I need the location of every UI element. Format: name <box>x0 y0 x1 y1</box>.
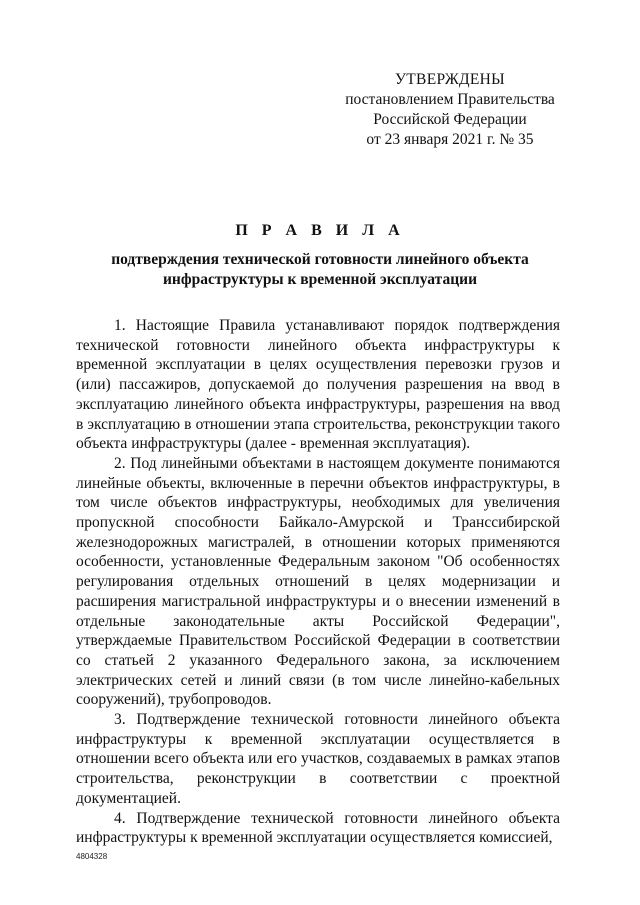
subtitle-line-1: подтверждения технической готовности линейного объекта <box>111 251 529 268</box>
document-title: П Р А В И Л А <box>235 222 405 239</box>
paragraph-1: 1. Настоящие Правила устанавливают порядок подтверждения технической готовности линейного объекта инфраструктуры к временной эксплуатации в целях осуществления перевозки грузов и (или) пассажиров, допускаемой до получения разрешения на ввод в эксплуатацию линейного объекта инфраструктуры, разрешения на ввод в эксплуатацию в отношении этапа строительства, реконструкции такого объекта инфраструктуры (далее - временная эксплуатация). <box>76 317 560 453</box>
document-subtitle <box>90 250 550 290</box>
approval-heading: УТВЕРЖДЕНЫ <box>395 71 505 88</box>
approval-stamp <box>300 70 600 150</box>
paragraph-3: 3. Подтверждение технической готовности линейного объекта инфраструктуры к временной эксплуатации осуществляется в отношении всего объекта или его участков, создаваемых в рамках этапов строительства, реконструкции в соответствии с проектной документацией. <box>76 711 560 807</box>
approval-line-1: постановлением Правительства <box>345 91 555 108</box>
paragraph-2: 2. Под линейными объектами в настоящем документе понимаются линейные объекты, включенные в перечни объектов инфраструктуры, в том числе объектов инфраструктуры, необходимых для увеличения пропускной способности Байкало-Амурской и Транссибирской железнодорожных магистралей, в отношении которых применяются особенности, установленные Федеральным законом "Об особенностях регулирования отдельных отношений в целях модернизации и расширения магистральной инфраструктуры и о внесении изменений в отдельные законодательные акты Российской Федерации", утверждаемые Правительством Российской Федерации в соответствии со статьей 2 указанного Федерального закона, за исключением электрических сетей и линий связи (в том числе линейно-кабельных сооружений), трубопроводов. <box>76 454 560 709</box>
approval-line-3: от 23 января 2021 г. № 35 <box>366 131 534 148</box>
paragraph-4: 4. Подтверждение технической готовности линейного объекта инфраструктуры к временной эксплуатации осуществляется комиссией, <box>76 809 560 847</box>
subtitle-line-2: инфраструктуры к временной эксплуатации <box>162 271 477 288</box>
document-body <box>76 316 560 848</box>
document-id: 4804328 <box>76 852 108 861</box>
approval-line-2: Российской Федерации <box>373 111 527 128</box>
